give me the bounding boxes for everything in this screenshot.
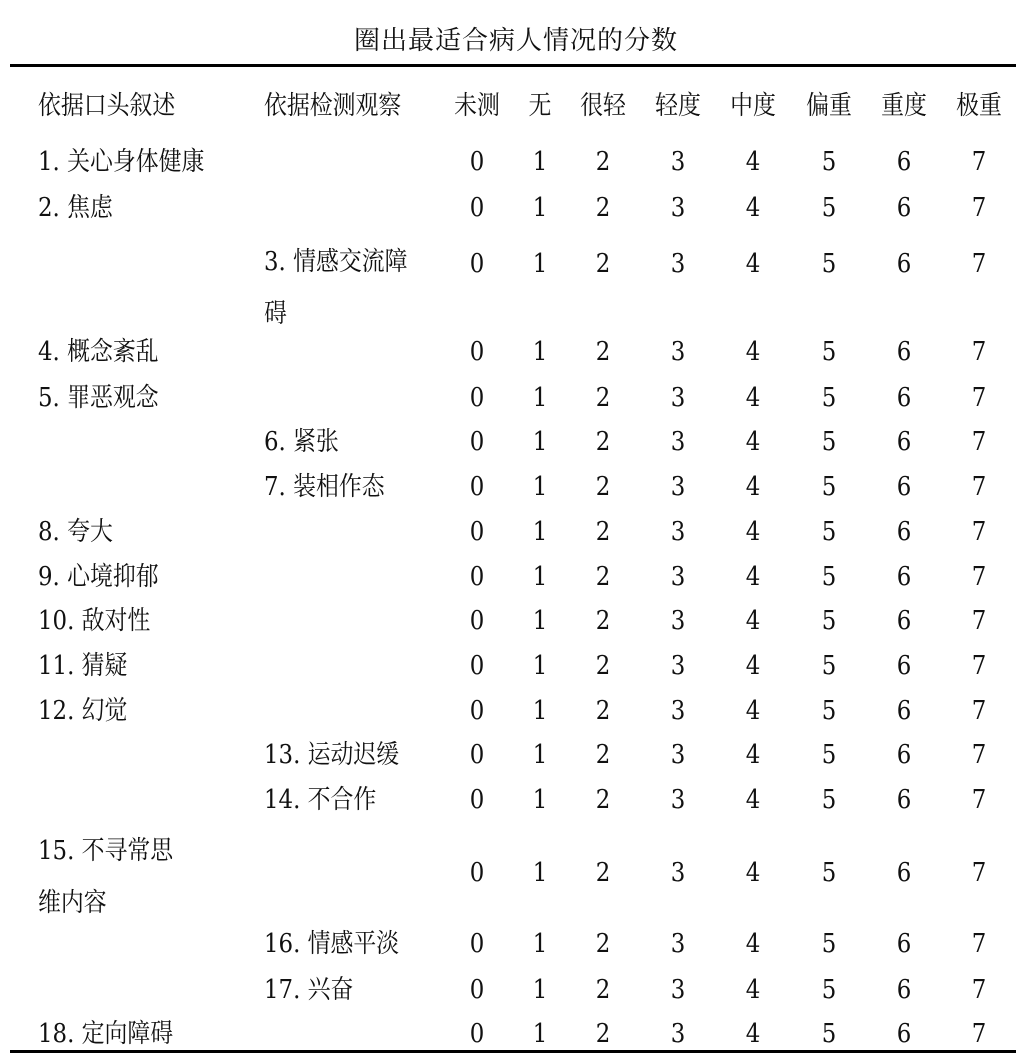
score-option: 2 — [595, 383, 611, 413]
score-option: 2 — [595, 929, 611, 959]
score-option: 6 — [896, 975, 912, 1005]
score-option: 4 — [745, 651, 761, 681]
score-option: 1 — [532, 1019, 548, 1049]
score-option: 3 — [670, 147, 686, 177]
score-option: 1 — [532, 740, 548, 770]
score-option: 7 — [971, 383, 987, 413]
score-option: 7 — [971, 929, 987, 959]
score-option: 1 — [532, 785, 548, 815]
item-observed: 14. 不合作 — [264, 785, 377, 815]
score-option: 6 — [896, 472, 912, 502]
score-option: 3 — [670, 651, 686, 681]
score-option: 7 — [971, 517, 987, 547]
score-option: 0 — [469, 562, 485, 592]
score-option: 4 — [745, 740, 761, 770]
score-option: 0 — [469, 147, 485, 177]
column-header: 中度 — [730, 91, 776, 121]
score-option: 6 — [896, 606, 912, 636]
table-caption: 圈出最适合病人情况的分数 — [353, 26, 678, 56]
score-option: 2 — [595, 1019, 611, 1049]
column-header: 很轻 — [580, 91, 626, 121]
score-option: 2 — [595, 517, 611, 547]
score-option: 3 — [670, 249, 686, 279]
score-option: 3 — [670, 472, 686, 502]
top-rule — [10, 64, 1016, 67]
score-option: 5 — [821, 383, 837, 413]
score-option: 5 — [821, 740, 837, 770]
score-option: 2 — [595, 975, 611, 1005]
score-option: 6 — [896, 337, 912, 367]
score-option: 4 — [745, 1019, 761, 1049]
score-option: 2 — [595, 147, 611, 177]
score-option: 0 — [469, 740, 485, 770]
score-option: 7 — [971, 858, 987, 888]
score-option: 1 — [532, 858, 548, 888]
score-option: 5 — [821, 562, 837, 592]
score-option: 4 — [745, 562, 761, 592]
score-option: 3 — [670, 383, 686, 413]
item-observed: 17. 兴奋 — [264, 975, 354, 1005]
score-option: 7 — [971, 696, 987, 726]
score-option: 7 — [971, 193, 987, 223]
score-option: 0 — [469, 651, 485, 681]
score-option: 6 — [896, 651, 912, 681]
score-option: 2 — [595, 249, 611, 279]
score-option: 7 — [971, 427, 987, 457]
score-option: 3 — [670, 427, 686, 457]
score-option: 5 — [821, 785, 837, 815]
score-option: 1 — [532, 383, 548, 413]
score-option: 6 — [896, 562, 912, 592]
score-option: 5 — [821, 929, 837, 959]
score-option: 0 — [469, 249, 485, 279]
score-option: 7 — [971, 785, 987, 815]
score-option: 1 — [532, 147, 548, 177]
score-option: 6 — [896, 1019, 912, 1049]
score-option: 5 — [821, 975, 837, 1005]
column-header: 极重 — [956, 91, 1002, 121]
score-option: 1 — [532, 651, 548, 681]
score-option: 3 — [670, 975, 686, 1005]
item-verbal: 4. 概念紊乱 — [38, 337, 159, 367]
score-option: 4 — [745, 975, 761, 1005]
score-option: 4 — [745, 147, 761, 177]
bottom-rule — [10, 1050, 1016, 1053]
score-option: 2 — [595, 858, 611, 888]
score-option: 2 — [595, 562, 611, 592]
item-verbal: 8. 夸大 — [38, 517, 113, 547]
score-option: 4 — [745, 472, 761, 502]
item-verbal: 5. 罪恶观念 — [38, 383, 159, 413]
score-option: 6 — [896, 858, 912, 888]
score-option: 4 — [745, 696, 761, 726]
score-option: 5 — [821, 147, 837, 177]
score-option: 2 — [595, 651, 611, 681]
score-option: 1 — [532, 517, 548, 547]
score-option: 7 — [971, 562, 987, 592]
score-option: 0 — [469, 383, 485, 413]
score-option: 1 — [532, 975, 548, 1005]
score-option: 5 — [821, 606, 837, 636]
score-option: 6 — [896, 147, 912, 177]
score-option: 7 — [971, 740, 987, 770]
score-option: 2 — [595, 472, 611, 502]
score-option: 2 — [595, 337, 611, 367]
score-option: 4 — [745, 337, 761, 367]
score-option: 4 — [745, 193, 761, 223]
score-option: 1 — [532, 249, 548, 279]
score-option: 1 — [532, 193, 548, 223]
column-header: 偏重 — [806, 91, 852, 121]
item-observed: 6. 紧张 — [264, 427, 339, 457]
score-option: 5 — [821, 651, 837, 681]
score-option: 6 — [896, 517, 912, 547]
score-option: 2 — [595, 606, 611, 636]
score-option: 3 — [670, 606, 686, 636]
score-option: 3 — [670, 785, 686, 815]
score-option: 4 — [745, 427, 761, 457]
score-option: 5 — [821, 858, 837, 888]
score-option: 0 — [469, 193, 485, 223]
score-option: 7 — [971, 975, 987, 1005]
score-option: 3 — [670, 740, 686, 770]
score-option: 3 — [670, 562, 686, 592]
score-option: 4 — [745, 249, 761, 279]
score-option: 0 — [469, 929, 485, 959]
score-option: 2 — [595, 193, 611, 223]
score-option: 4 — [745, 606, 761, 636]
score-option: 1 — [532, 929, 548, 959]
score-option: 2 — [595, 696, 611, 726]
score-option: 7 — [971, 472, 987, 502]
score-option: 3 — [670, 337, 686, 367]
item-verbal: 2. 焦虑 — [38, 193, 113, 223]
score-option: 0 — [469, 517, 485, 547]
column-header: 无 — [528, 91, 552, 121]
score-option: 3 — [670, 929, 686, 959]
score-option: 5 — [821, 517, 837, 547]
score-option: 1 — [532, 427, 548, 457]
score-option: 0 — [469, 427, 485, 457]
score-option: 6 — [896, 383, 912, 413]
score-option: 1 — [532, 696, 548, 726]
score-option: 5 — [821, 1019, 837, 1049]
item-verbal: 11. 猜疑 — [38, 651, 128, 681]
score-option: 0 — [469, 696, 485, 726]
score-option: 2 — [595, 785, 611, 815]
score-option: 6 — [896, 929, 912, 959]
score-option: 6 — [896, 740, 912, 770]
item-observed: 7. 装相作态 — [264, 472, 385, 502]
score-option: 6 — [896, 785, 912, 815]
score-option: 7 — [971, 147, 987, 177]
score-option: 2 — [595, 427, 611, 457]
item-verbal: 9. 心境抑郁 — [38, 562, 159, 592]
score-option: 7 — [971, 337, 987, 367]
item-verbal: 1. 关心身体健康 — [38, 147, 205, 177]
column-header: 轻度 — [655, 91, 701, 121]
score-option: 4 — [745, 517, 761, 547]
score-option: 6 — [896, 193, 912, 223]
score-option: 5 — [821, 696, 837, 726]
column-header: 重度 — [881, 91, 927, 121]
score-option: 3 — [670, 858, 686, 888]
score-option: 4 — [745, 383, 761, 413]
score-option: 1 — [532, 472, 548, 502]
score-option: 0 — [469, 858, 485, 888]
score-option: 0 — [469, 606, 485, 636]
item-observed: 16. 情感平淡 — [264, 929, 400, 959]
score-option: 3 — [670, 193, 686, 223]
score-option: 7 — [971, 651, 987, 681]
column-header: 未测 — [454, 91, 500, 121]
score-option: 5 — [821, 337, 837, 367]
score-option: 7 — [971, 249, 987, 279]
item-verbal: 15. 不寻常思维内容 — [38, 836, 174, 918]
score-option: 0 — [469, 337, 485, 367]
column-header: 依据检测观察 — [264, 91, 402, 121]
score-option: 5 — [821, 249, 837, 279]
score-option: 4 — [745, 929, 761, 959]
score-option: 6 — [896, 249, 912, 279]
item-verbal: 12. 幻觉 — [38, 696, 128, 726]
score-option: 5 — [821, 193, 837, 223]
score-option: 3 — [670, 696, 686, 726]
score-option: 6 — [896, 427, 912, 457]
score-option: 1 — [532, 606, 548, 636]
score-option: 3 — [670, 517, 686, 547]
item-observed: 3. 情感交流障碍 — [264, 247, 408, 329]
score-option: 7 — [971, 1019, 987, 1049]
score-option: 0 — [469, 472, 485, 502]
item-verbal: 10. 敌对性 — [38, 606, 151, 636]
score-option: 7 — [971, 606, 987, 636]
item-observed: 13. 运动迟缓 — [264, 740, 400, 770]
score-option: 0 — [469, 1019, 485, 1049]
item-verbal: 18. 定向障碍 — [38, 1019, 174, 1049]
score-option: 2 — [595, 740, 611, 770]
score-option: 1 — [532, 562, 548, 592]
score-option: 0 — [469, 975, 485, 1005]
score-option: 1 — [532, 337, 548, 367]
column-header: 依据口头叙述 — [38, 91, 176, 121]
score-option: 5 — [821, 427, 837, 457]
score-option: 0 — [469, 785, 485, 815]
score-option: 4 — [745, 785, 761, 815]
score-option: 4 — [745, 858, 761, 888]
score-option: 5 — [821, 472, 837, 502]
score-option: 6 — [896, 696, 912, 726]
score-option: 3 — [670, 1019, 686, 1049]
